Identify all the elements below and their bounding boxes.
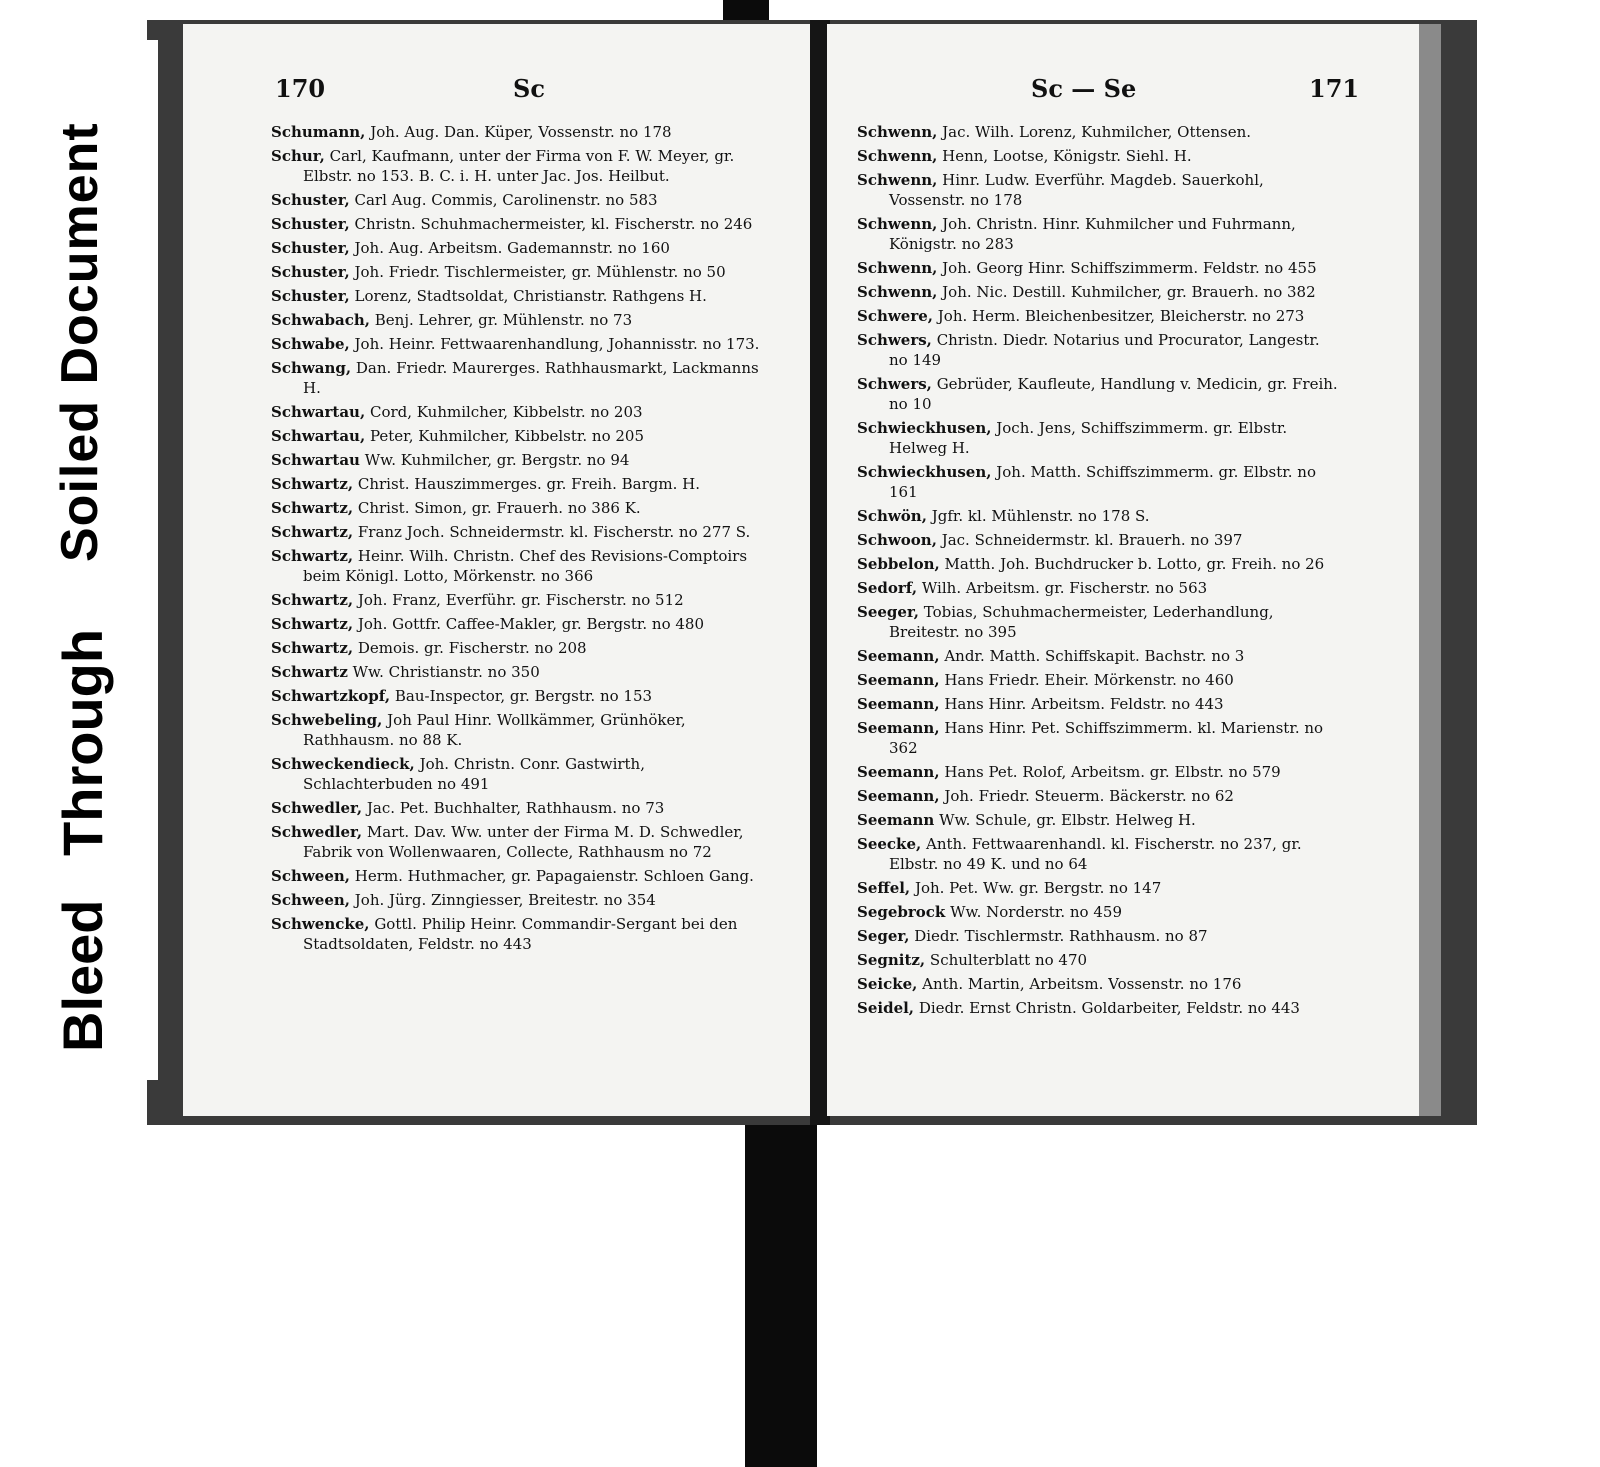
directory-entry <box>857 122 1342 142</box>
entry-surname: Schuster, <box>271 215 350 233</box>
directory-entry <box>857 530 1342 550</box>
entry-details: Hans Hinr. Arbeitsm. Feldstr. no 443 <box>944 695 1224 713</box>
entry-details: Mart. Dav. Ww. unter der Firma M. D. Schwedler, Fabrik von Wollenwaaren, Collecte, Rathhausm no 72 <box>303 823 744 861</box>
entry-details: Joh. Herm. Bleichenbesitzer, Bleicherstr. no 273 <box>937 307 1305 325</box>
entry-surname: Seemann, <box>857 787 940 805</box>
directory-entry <box>271 262 761 282</box>
directory-entry <box>271 590 761 610</box>
directory-entry <box>271 450 761 470</box>
entry-details: Joh. Christn. Conr. Gastwirth, Schlachterbuden no 491 <box>303 755 645 793</box>
entry-details: Benj. Lehrer, gr. Mühlenstr. no 73 <box>374 311 633 329</box>
entry-surname: Schwenn, <box>857 283 938 301</box>
entry-details: Dan. Friedr. Maurerges. Rathhausmarkt, Lackmanns H. <box>303 359 759 397</box>
directory-entry <box>271 754 761 794</box>
entry-surname: Schween, <box>271 867 350 885</box>
entry-surname: Schwartz, <box>271 499 354 517</box>
entry-surname: Schweckendieck, <box>271 755 415 773</box>
right-page <box>827 24 1441 1116</box>
entry-surname: Schwön, <box>857 507 927 525</box>
entry-surname: Schwartzkopf, <box>271 687 391 705</box>
entry-details: Anth. Fettwaarenhandl. kl. Fischerstr. no 237, gr. Elbstr. no 49 K. und no 64 <box>889 835 1302 873</box>
entry-surname: Schwenn, <box>857 123 938 141</box>
entry-surname: Schuster, <box>271 239 350 257</box>
directory-entry <box>857 950 1342 970</box>
entry-details: Gottl. Philip Heinr. Commandir-Sergant bei den Stadtsoldaten, Feldstr. no 443 <box>303 915 738 953</box>
entry-details: Herm. Huthmacher, gr. Papagaienstr. Schloen Gang. <box>354 867 754 885</box>
entry-surname: Seecke, <box>857 835 922 853</box>
entry-surname: Seemann, <box>857 671 940 689</box>
entry-surname: Schwieckhusen, <box>857 419 992 437</box>
entry-details: Gebrüder, Kaufleute, Handlung v. Medicin, gr. Freih. no 10 <box>889 375 1338 413</box>
directory-entry <box>271 122 761 142</box>
directory-entry <box>857 974 1342 994</box>
entry-surname: Seidel, <box>857 999 915 1017</box>
entry-details: Hans Hinr. Pet. Schiffszimmerm. kl. Marienstr. no 362 <box>889 719 1324 757</box>
right-entry-list <box>857 122 1342 1022</box>
left-entry-list <box>271 122 761 958</box>
entry-surname: Schumann, <box>271 123 366 141</box>
directory-entry <box>271 798 761 818</box>
directory-entry <box>857 694 1342 714</box>
right-page-header <box>827 74 1441 114</box>
entry-surname: Schwartz <box>271 663 348 681</box>
directory-entry <box>857 554 1342 574</box>
entry-surname: Schwieckhusen, <box>857 463 992 481</box>
directory-entry <box>857 902 1342 922</box>
directory-entry <box>271 498 761 518</box>
directory-entry <box>857 214 1342 254</box>
entry-details: Diedr. Tischlermstr. Rathhausm. no 87 <box>914 927 1208 945</box>
directory-entry <box>857 578 1342 598</box>
directory-entry <box>857 506 1342 526</box>
directory-entry <box>857 786 1342 806</box>
entry-details: Joh. Gottfr. Caffee-Makler, gr. Bergstr. no 480 <box>357 615 705 633</box>
bleed-through-label: Bleed Through <box>51 628 114 1052</box>
entry-details: Hinr. Ludw. Everführ. Magdeb. Sauerkohl, Vossenstr. no 178 <box>889 171 1264 209</box>
directory-entry <box>857 462 1342 502</box>
entry-surname: Seemann, <box>857 719 940 737</box>
entry-details: Joh. Aug. Arbeitsm. Gademannstr. no 160 <box>354 239 670 257</box>
entry-details: Lorenz, Stadtsoldat, Christianstr. Rathgens H. <box>354 287 707 305</box>
entry-details: Joh. Jürg. Zinngiesser, Breitestr. no 354 <box>354 891 656 909</box>
entry-details: Joh Paul Hinr. Wollkämmer, Grünhöker, Rathhausm. no 88 K. <box>303 711 686 749</box>
entry-details: Jac. Pet. Buchhalter, Rathhausm. no 73 <box>366 799 665 817</box>
entry-details: Andr. Matth. Schiffskapit. Bachstr. no 3 <box>944 647 1245 665</box>
entry-details: Joh. Christn. Hinr. Kuhmilcher und Fuhrmann, Königstr. no 283 <box>889 215 1296 253</box>
directory-entry <box>271 358 761 398</box>
directory-entry <box>857 762 1342 782</box>
entry-surname: Schwedler, <box>271 799 363 817</box>
directory-entry <box>271 662 761 682</box>
entry-details: Jgfr. kl. Mühlenstr. no 178 S. <box>931 507 1150 525</box>
entry-surname: Schwers, <box>857 331 932 349</box>
directory-entry <box>857 878 1342 898</box>
directory-entry <box>857 998 1342 1018</box>
entry-surname: Schwers, <box>857 375 932 393</box>
entry-details: Joch. Jens, Schiffszimmerm. gr. Elbstr. Helweg H. <box>889 419 1288 457</box>
entry-details: Anth. Martin, Arbeitsm. Vossenstr. no 176 <box>922 975 1242 993</box>
entry-surname: Schwencke, <box>271 915 370 933</box>
entry-details: Christn. Diedr. Notarius und Procurator, Langestr. no 149 <box>889 331 1320 369</box>
entry-details: Joh. Aug. Dan. Küper, Vossenstr. no 178 <box>370 123 672 141</box>
left-page <box>183 24 813 1116</box>
directory-entry <box>857 282 1342 302</box>
directory-entry <box>271 402 761 422</box>
entry-surname: Schwartau <box>271 451 360 469</box>
directory-entry <box>857 834 1342 874</box>
directory-entry <box>271 638 761 658</box>
directory-entry <box>271 334 761 354</box>
entry-details: Demois. gr. Fischerstr. no 208 <box>357 639 587 657</box>
directory-entry <box>857 374 1342 414</box>
entry-details: Hans Friedr. Eheir. Mörkenstr. no 460 <box>944 671 1234 689</box>
entry-details: Joh. Friedr. Steuerm. Bäckerstr. no 62 <box>944 787 1234 805</box>
soiled-document-label: Soiled Document <box>51 122 109 562</box>
entry-details: Franz Joch. Schneidermstr. kl. Fischerstr. no 277 S. <box>357 523 751 541</box>
directory-entry <box>857 718 1342 758</box>
right-page-running-head: Sc — Se <box>1031 74 1137 103</box>
entry-surname: Schwere, <box>857 307 933 325</box>
entry-surname: Schwartz, <box>271 547 354 565</box>
entry-surname: Sebbelon, <box>857 555 940 573</box>
entry-details: Ww. Kuhmilcher, gr. Bergstr. no 94 <box>364 451 630 469</box>
directory-entry <box>857 810 1342 830</box>
right-page-number: 171 <box>1309 74 1360 103</box>
entry-details: Cord, Kuhmilcher, Kibbelstr. no 203 <box>369 403 643 421</box>
entry-details: Ww. Norderstr. no 459 <box>950 903 1122 921</box>
entry-surname: Seemann, <box>857 763 940 781</box>
directory-entry <box>271 426 761 446</box>
entry-details: Joh. Matth. Schiffszimmerm. gr. Elbstr. no 161 <box>889 463 1316 501</box>
directory-entry <box>271 914 761 954</box>
entry-surname: Schwenn, <box>857 147 938 165</box>
entry-details: Carl, Kaufmann, unter der Firma von F. W. Meyer, gr. Elbstr. no 153. B. C. i. H. unter Jac. Jos. Heilbut. <box>303 147 735 185</box>
entry-details: Henn, Lootse, Königstr. Siehl. H. <box>942 147 1192 165</box>
entry-details: Ww. Schule, gr. Elbstr. Helweg H. <box>939 811 1196 829</box>
open-book <box>147 20 1477 1125</box>
entry-details: Matth. Joh. Buchdrucker b. Lotto, gr. Freih. no 26 <box>944 555 1325 573</box>
entry-details: Peter, Kuhmilcher, Kibbelstr. no 205 <box>369 427 644 445</box>
entry-details: Diedr. Ernst Christn. Goldarbeiter, Feldstr. no 443 <box>918 999 1300 1017</box>
entry-details: Tobias, Schuhmachermeister, Lederhandlung, Breitestr. no 395 <box>889 603 1274 641</box>
directory-entry <box>271 614 761 634</box>
directory-entry <box>857 306 1342 326</box>
directory-entry <box>271 546 761 586</box>
directory-entry <box>857 418 1342 458</box>
entry-surname: Schwartz, <box>271 475 354 493</box>
entry-surname: Schwedler, <box>271 823 363 841</box>
entry-surname: Seemann, <box>857 695 940 713</box>
directory-entry <box>857 146 1342 166</box>
entry-details: Joh. Friedr. Tischlermeister, gr. Mühlenstr. no 50 <box>354 263 726 281</box>
entry-surname: Schuster, <box>271 191 350 209</box>
entry-surname: Segnitz, <box>857 951 926 969</box>
entry-details: Carl Aug. Commis, Carolinenstr. no 583 <box>354 191 658 209</box>
entry-surname: Schwartz, <box>271 591 354 609</box>
entry-details: Joh. Pet. Ww. gr. Bergstr. no 147 <box>914 879 1162 897</box>
entry-details: Joh. Heinr. Fettwaarenhandlung, Johannisstr. no 173. <box>354 335 760 353</box>
entry-details: Ww. Christianstr. no 350 <box>352 663 540 681</box>
entry-details: Schulterblatt no 470 <box>929 951 1088 969</box>
entry-details: Joh. Georg Hinr. Schiffszimmerm. Feldstr. no 455 <box>942 259 1317 277</box>
entry-surname: Schwenn, <box>857 171 938 189</box>
entry-surname: Schwenn, <box>857 215 938 233</box>
directory-entry <box>271 710 761 750</box>
left-page-header <box>183 74 813 114</box>
directory-entry <box>271 310 761 330</box>
entry-surname: Schwabach, <box>271 311 370 329</box>
left-page-number: 170 <box>275 74 326 103</box>
entry-details: Hans Pet. Rolof, Arbeitsm. gr. Elbstr. no 579 <box>944 763 1281 781</box>
entry-details: Heinr. Wilh. Christn. Chef des Revisions-Comptoirs beim Königl. Lotto, Mörkenstr. no 366 <box>303 547 748 585</box>
directory-entry <box>271 146 761 186</box>
entry-details: Jac. Schneidermstr. kl. Brauerh. no 397 <box>941 531 1243 549</box>
directory-entry <box>857 670 1342 690</box>
directory-entry <box>271 822 761 862</box>
entry-surname: Schwenn, <box>857 259 938 277</box>
entry-surname: Schwartz, <box>271 639 354 657</box>
directory-entry <box>271 686 761 706</box>
directory-entry <box>271 522 761 542</box>
directory-entry <box>271 890 761 910</box>
entry-surname: Segebrock <box>857 903 946 921</box>
entry-details: Joh. Nic. Destill. Kuhmilcher, gr. Brauerh. no 382 <box>942 283 1316 301</box>
entry-details: Christ. Simon, gr. Frauerh. no 386 K. <box>357 499 641 517</box>
entry-surname: Seeger, <box>857 603 919 621</box>
entry-surname: Schwang, <box>271 359 352 377</box>
directory-entry <box>271 238 761 258</box>
directory-entry <box>271 474 761 494</box>
entry-surname: Seffel, <box>857 879 911 897</box>
entry-surname: Schwartau, <box>271 403 366 421</box>
spine-shadow-bottom <box>745 1118 817 1467</box>
entry-details: Christ. Hauszimmerges. gr. Freih. Bargm. H. <box>357 475 700 493</box>
directory-entry <box>857 170 1342 210</box>
entry-surname: Schwabe, <box>271 335 350 353</box>
entry-surname: Schur, <box>271 147 325 165</box>
entry-details: Joh. Franz, Everführ. gr. Fischerstr. no 512 <box>357 591 684 609</box>
directory-entry <box>857 602 1342 642</box>
entry-surname: Schwoon, <box>857 531 937 549</box>
entry-surname: Schuster, <box>271 287 350 305</box>
directory-entry <box>857 330 1342 370</box>
entry-surname: Schween, <box>271 891 350 909</box>
directory-entry <box>857 646 1342 666</box>
entry-details: Christn. Schuhmachermeister, kl. Fischerstr. no 246 <box>354 215 753 233</box>
directory-entry <box>271 190 761 210</box>
entry-surname: Sedorf, <box>857 579 918 597</box>
entry-surname: Seicke, <box>857 975 918 993</box>
entry-surname: Seemann, <box>857 647 940 665</box>
entry-surname: Schwartau, <box>271 427 366 445</box>
entry-surname: Schwebeling, <box>271 711 383 729</box>
entry-surname: Schwartz, <box>271 615 354 633</box>
directory-entry <box>271 214 761 234</box>
entry-details: Wilh. Arbeitsm. gr. Fischerstr. no 563 <box>921 579 1208 597</box>
entry-surname: Seemann <box>857 811 935 829</box>
directory-entry <box>271 866 761 886</box>
entry-details: Jac. Wilh. Lorenz, Kuhmilcher, Ottensen. <box>942 123 1252 141</box>
directory-entry <box>271 286 761 306</box>
entry-details: Bau-Inspector, gr. Bergstr. no 153 <box>394 687 653 705</box>
directory-entry <box>857 258 1342 278</box>
entry-surname: Schwartz, <box>271 523 354 541</box>
entry-surname: Seger, <box>857 927 910 945</box>
directory-entry <box>857 926 1342 946</box>
left-page-running-head: Sc <box>513 74 545 103</box>
entry-surname: Schuster, <box>271 263 350 281</box>
